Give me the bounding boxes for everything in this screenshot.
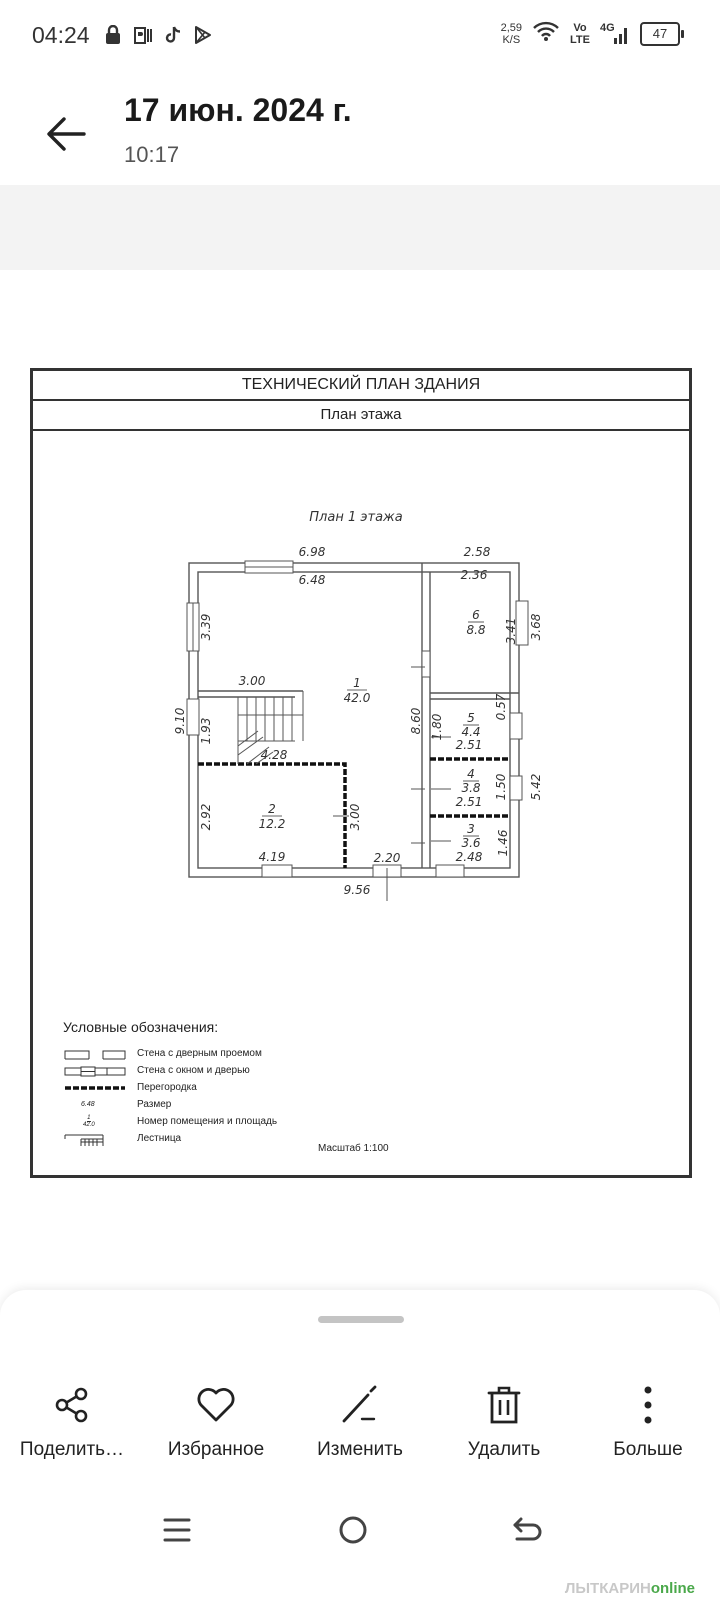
stairs-symbol	[63, 1132, 133, 1146]
dim-label: 3.39	[199, 613, 213, 641]
action-bar	[0, 1385, 720, 1461]
watermark-suffix: online	[650, 1580, 695, 1597]
more-label: Больше	[613, 1439, 683, 1460]
play-store-icon	[192, 24, 214, 46]
navigation-bar	[0, 1500, 720, 1556]
room-1-area: 42.0	[343, 691, 371, 705]
wall-door-symbol	[63, 1047, 133, 1061]
system-icons	[501, 20, 680, 47]
room-sample-num: 1	[87, 1115, 91, 1121]
delete-button[interactable]	[432, 1385, 576, 1461]
room-4-area: 3.8	[461, 781, 481, 795]
menu-icon	[162, 1516, 192, 1544]
dim-label: 1.93	[199, 717, 213, 745]
legend-label: Перегородка	[137, 1082, 197, 1093]
sheet-title: ТЕХНИЧЕСКИЙ ПЛАН ЗДАНИЯ	[33, 371, 689, 401]
sheet-subtitle: План этажа	[33, 401, 689, 431]
photo-time: 10:17	[124, 142, 180, 167]
tiktok-icon	[162, 24, 184, 46]
dim-label: 9.56	[343, 883, 371, 897]
scale-label: Масштаб 1:100	[318, 1143, 389, 1154]
room-sample-area: 42.0	[83, 1122, 95, 1128]
bottom-sheet	[0, 1290, 720, 1600]
volte-bottom: LTE	[570, 33, 590, 46]
legend-label: Размер	[137, 1099, 172, 1110]
net-speed-value: 2,59	[500, 21, 523, 34]
wall-window-symbol	[63, 1064, 133, 1078]
back-button[interactable]	[40, 108, 92, 160]
room-4-num: 4	[467, 767, 475, 781]
dim-label: 2.48	[455, 850, 483, 864]
dim-label: 1.80	[430, 713, 444, 741]
legend-label: Стена с окном и дверью	[137, 1065, 250, 1076]
dim-label: 1.50	[494, 773, 508, 801]
room-6-area: 8.8	[466, 623, 486, 637]
dim-label: 1.46	[496, 829, 510, 857]
dim-label: 0.57	[494, 693, 508, 721]
edit-icon	[340, 1385, 380, 1425]
volte-indicator	[570, 22, 590, 46]
dim-label: 4.19	[258, 850, 286, 864]
photo-date: 17 июн. 2024 г.	[124, 92, 352, 128]
watermark-prefix: ЛЫТКАРИН	[564, 1580, 651, 1597]
legend-item	[63, 1079, 363, 1096]
dim-label: 9.10	[173, 707, 187, 735]
legend	[63, 1019, 363, 1147]
dim-label: 3.00	[238, 674, 266, 688]
back-nav-button[interactable]	[506, 1508, 550, 1552]
dim-label: 2.51	[455, 795, 483, 809]
share-icon	[52, 1385, 92, 1425]
trash-icon	[484, 1385, 524, 1425]
room-1-num: 1	[353, 676, 361, 690]
dim-label: 2.92	[199, 803, 213, 831]
status-bar	[0, 0, 720, 70]
dim-label: 4.28	[260, 748, 288, 762]
dim-label: 2.58	[463, 545, 491, 559]
dim-label: 6.48	[298, 573, 326, 587]
back-arrow-icon	[511, 1515, 545, 1545]
edit-button[interactable]	[288, 1385, 432, 1461]
wifi-icon	[532, 20, 560, 47]
share-label: Поделить…	[19, 1439, 125, 1460]
dim-label: 5.42	[529, 773, 543, 801]
plan-sheet	[30, 368, 692, 1178]
signal-icon	[600, 22, 630, 46]
room-5-area: 4.4	[461, 725, 481, 739]
room-6-num: 6	[472, 608, 480, 622]
header	[0, 70, 720, 185]
arrow-left-icon	[44, 116, 88, 152]
legend-label: Лестница	[137, 1133, 182, 1144]
edit-label: Изменить	[317, 1439, 403, 1460]
room-2-area: 12.2	[258, 817, 286, 831]
image-viewer[interactable]	[0, 185, 720, 1290]
room-number-symbol	[63, 1115, 133, 1129]
parking-app-icon	[132, 24, 154, 46]
room-3-area: 3.6	[461, 836, 481, 850]
network-type: 4G	[600, 21, 615, 34]
partition-symbol	[63, 1081, 133, 1095]
watermark	[565, 1580, 695, 1597]
legend-label: Номер помещения и площадь	[137, 1116, 278, 1127]
room-5-num: 5	[467, 711, 475, 725]
dim-label: 6.98	[298, 545, 326, 559]
document-image	[0, 270, 720, 1290]
size-sample: 6.48	[81, 1101, 95, 1108]
drag-handle[interactable]	[318, 1316, 404, 1323]
size-symbol	[63, 1098, 133, 1112]
dim-label: 3.68	[529, 613, 543, 641]
room-labels	[259, 608, 486, 850]
volte-top: Vo	[573, 21, 587, 34]
room-2-num: 2	[268, 802, 276, 816]
notification-icons	[102, 24, 214, 46]
legend-item	[63, 1113, 363, 1130]
favorite-label: Избранное	[167, 1439, 265, 1460]
delete-label: Удалить	[467, 1439, 541, 1460]
dimension-labels	[173, 545, 543, 897]
legend-item	[63, 1096, 363, 1113]
dim-label: 2.20	[373, 851, 401, 865]
net-speed-unit: K/S	[502, 33, 521, 46]
plan-title: План 1 этажа	[309, 510, 403, 525]
dim-label: 3.00	[348, 803, 362, 831]
legend-label: Стена с дверным проемом	[137, 1048, 262, 1059]
heart-icon	[196, 1385, 236, 1425]
dim-label: 8.60	[409, 707, 423, 735]
dim-label: 3.41	[504, 617, 518, 645]
legend-item	[63, 1062, 363, 1079]
lock-icon	[102, 24, 124, 46]
battery-indicator: 47	[640, 22, 680, 46]
more-button[interactable]	[576, 1385, 720, 1461]
net-speed	[501, 22, 522, 46]
home-circle-icon	[338, 1515, 368, 1545]
status-time: 04:24	[32, 22, 90, 48]
recents-button[interactable]	[155, 1508, 199, 1552]
legend-title: Условные обозначения:	[63, 1019, 219, 1035]
floor-plan	[33, 431, 689, 1011]
legend-item	[63, 1045, 363, 1062]
dim-label: 2.36	[460, 568, 488, 582]
home-button[interactable]	[331, 1508, 375, 1552]
dim-label: 2.51	[455, 738, 483, 752]
favorite-button[interactable]	[144, 1385, 288, 1461]
room-3-num: 3	[467, 822, 475, 836]
more-icon	[628, 1385, 668, 1425]
share-button[interactable]	[0, 1385, 144, 1461]
